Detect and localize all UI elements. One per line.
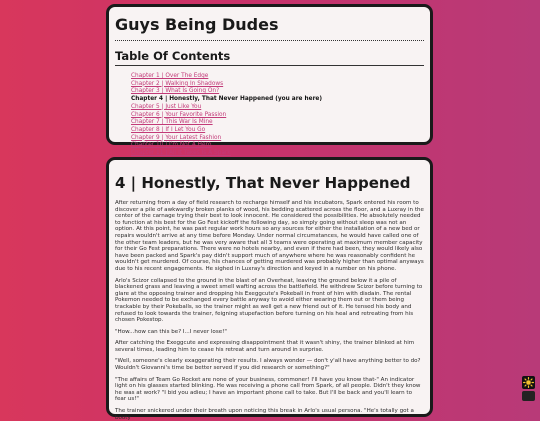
chapter-paragraph: "Well, someone's clearly exaggerating their results. I always wonder — don't y'all have anything better to do? Wouldn't Giovanni's time be better served if you did research or something?" xyxy=(115,358,421,372)
chapter-body xyxy=(115,200,424,421)
chapter-list-item[interactable] xyxy=(131,104,424,112)
table-of-contents-card xyxy=(106,4,433,157)
chapter-link[interactable]: Chapter 6 | Your Favorite Passion xyxy=(131,111,227,118)
chapter-link[interactable]: Chapter 2 | Walking In Shadows xyxy=(131,80,224,87)
chapter-list-item[interactable] xyxy=(131,88,424,96)
chapter-paragraph: After catching the Exeggcute and expressing disappointment that it wasn't shiny, the trainer blinked at him several times, leading him to cease his retreat and turn around in surprise. xyxy=(115,340,415,353)
chapter-link[interactable]: Chapter 7 | This War Is Mine xyxy=(131,119,213,126)
chapter-paragraph: Arlo's Scizor collapsed to the ground in the blast of an Overheat, leaving the ground below it a pile of blackened grass and leaving a sweet smell wafting across the battlefield. He withdrew Scizor before turning to glare at the opposing trainer and dropping his Exeggcute's Pokeball in front of him with disdain. The rental Pokemon needed to be exchanged every battle anyway to avoid either wearing them out or them being trackable by their Pokeballs, so the trainer might as well get a new friend out of it. He tensed his body and refused to look towards the trainer, feigning stupefaction before turning on his heal and retreating from his chosen Pokestop. xyxy=(115,277,423,324)
chapter-link[interactable]: Chapter 10 | I'm Not A Hero xyxy=(131,142,212,149)
chapter-link[interactable]: Chapter 3 | What Is Going On? xyxy=(131,88,220,95)
chapter-list-item[interactable] xyxy=(131,73,424,81)
chapter-list-item[interactable] xyxy=(131,81,424,89)
chapter-link[interactable]: Chapter 5 | Just Like You xyxy=(131,103,202,110)
chapter-list-item[interactable] xyxy=(131,119,424,127)
chapter-card xyxy=(106,157,433,421)
chapter-paragraph: "How...how can this be? I...I never lose!" xyxy=(115,328,227,335)
chapter-list-item[interactable] xyxy=(131,112,424,120)
sun-icon[interactable] xyxy=(522,376,535,389)
chapter-list-item[interactable] xyxy=(131,142,424,150)
chapter-paragraph: The trainer snickered under their breath upon noticing this break in Arlo's usual persona. "He's totally got a booty xyxy=(115,408,414,421)
chapter-link[interactable]: Chapter 8 | If I Let You Go xyxy=(131,126,206,133)
chapter-link[interactable]: Chapter 11 | All It Takes Is A Spark xyxy=(131,150,231,157)
chapter-paragraph: "The affairs of Team Go Rocket are none of your business, commoner! I'll have you know that-" An indicator light on his glasses started blinking. He was receiving a phone call from Spark, of all people. Didn't they know he was at work? "I bid you adieu; I have an important phone call to take. But I'll be back and you'll learn to fear us!" xyxy=(115,376,421,403)
scroll-to-top-icon[interactable] xyxy=(522,391,535,401)
chapter-link[interactable]: Chapter 1 | Over The Edge xyxy=(131,73,209,79)
chapter-list-item[interactable] xyxy=(131,135,424,143)
chapter-list xyxy=(115,73,424,158)
current-chapter-item: Chapter 4 | Honestly, That Never Happened (you are here) xyxy=(131,96,323,103)
chapter-link[interactable]: Chapter 9 | Your Latest Fashion xyxy=(131,134,222,141)
chapter-paragraph: After returning from a day of field research to recharge himself and his incubators, Spark entered his room to discover a pile of awkwardly broken planks of wood, his bedding scattered across the floor, and a Luxray in the center of the carnage trying their best to look innocent. He considered the possibilities. He absolutely needed to function at his best for the Go Fest kickoff the following day, so simply going without sleep was not an option. At this point, he was past regular work hours so any sources for either the installation of a new bed or repairs wouldn't arrive at any time before Monday. Under normal circumstances, he would have called one of the other team leaders, but he was very aware that all 3 teams were operating at maximum member capacity for their Go Fest preparations. There were no hotels nearby, and even if there had been, they would likely also have been packed and Spark's pay didn't support much of anywhere where he was reasonably confident he wouldn't get murdered. Of course, his chances of getting murdered was probably higher than optimal anyways due to his recent engagements. He sighed in Luxray's direction and keyed in a number on his phone. xyxy=(115,200,424,272)
toc-heading: Table Of Contents xyxy=(115,49,424,66)
chapter-title: 4 | Honestly, That Never Happened xyxy=(115,174,411,192)
chapter-list-item[interactable] xyxy=(131,127,424,135)
site-title[interactable]: Guys Being Dudes xyxy=(115,15,424,41)
